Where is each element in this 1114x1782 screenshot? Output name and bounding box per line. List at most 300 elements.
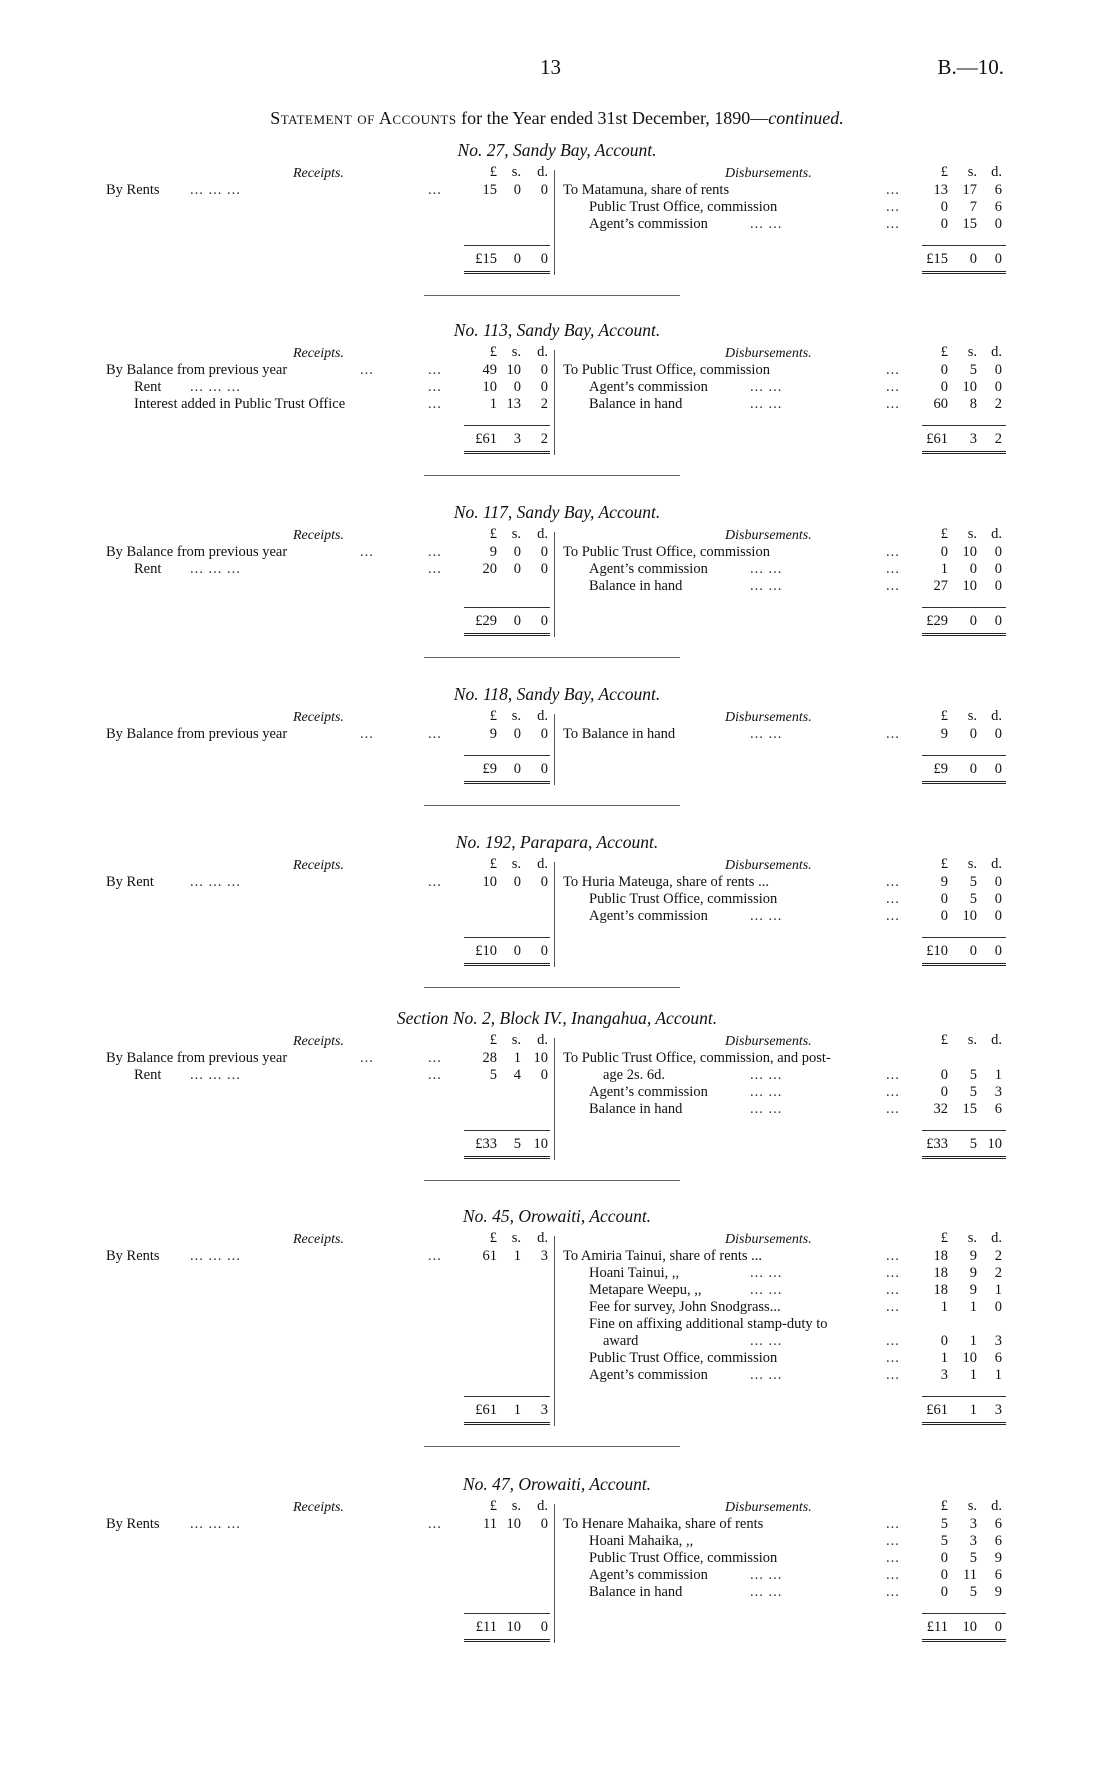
account-number: No. 117, <box>453 502 513 522</box>
disbursements-pound-head: £ <box>940 708 948 724</box>
disbursement-pence: 2 <box>994 396 1002 412</box>
column-divider <box>554 1038 555 1160</box>
disbursements-total-double-rule <box>922 451 1006 454</box>
leader-dots: ... ... <box>750 1101 783 1117</box>
disbursements-heading: Disbursements. <box>725 1500 812 1515</box>
report-reference: B.—10. <box>937 55 1004 79</box>
receipts-total-pounds: £33 <box>475 1136 497 1152</box>
disbursement-pounds: 32 <box>933 1101 948 1117</box>
disbursements-sum-rule <box>922 937 1006 938</box>
account-number: No. 118, <box>453 684 513 704</box>
disbursements-total-double-rule <box>922 963 1006 966</box>
leader-dots: ... <box>428 561 442 577</box>
receipts-shilling-head: s. <box>511 1230 521 1246</box>
account-number: No. 47, <box>462 1474 514 1494</box>
disbursement-label: Agent’s commission <box>589 1367 708 1383</box>
page-number: 13 <box>540 55 561 79</box>
leader-dots: ... ... <box>750 1265 783 1281</box>
leader-dots: ... <box>886 1516 900 1532</box>
disbursements-shilling-head: s. <box>967 164 977 180</box>
disbursements-pence-head: d. <box>991 1498 1002 1514</box>
receipts-shilling-head: s. <box>511 708 521 724</box>
receipt-label: By Balance from previous year <box>106 362 288 378</box>
disbursement-label: Agent’s commission <box>589 1084 708 1100</box>
receipt-shillings: 1 <box>513 1248 521 1264</box>
receipt-pence: 0 <box>540 1516 548 1532</box>
account-section <box>0 140 1114 340</box>
receipts-pence-head: d. <box>537 164 548 180</box>
receipt-shillings: 13 <box>506 396 521 412</box>
column-divider <box>554 862 555 967</box>
leader-dots: ... <box>886 379 900 395</box>
disbursement-pounds: 3 <box>940 1367 948 1383</box>
receipts-total-pence: 0 <box>540 943 548 959</box>
receipt-shillings: 0 <box>513 379 521 395</box>
disbursements-pence-head: d. <box>991 1032 1002 1048</box>
disbursement-shillings: 15 <box>962 1101 977 1117</box>
disbursements-sum-rule <box>922 1130 1006 1131</box>
disbursement-pence: 9 <box>994 1550 1002 1566</box>
disbursements-total-pence: 0 <box>994 251 1002 267</box>
disbursements-pound-head: £ <box>940 344 948 360</box>
leader-dots: ... ... <box>750 1282 783 1298</box>
leader-dots: ... <box>886 182 900 198</box>
disbursement-pence: 6 <box>994 1567 1002 1583</box>
disbursement-label: Metapare Weepu, ,, <box>589 1282 702 1298</box>
disbursement-pence: 0 <box>994 1299 1002 1315</box>
leader-dots: ... <box>886 362 900 378</box>
disbursement-shillings: 3 <box>969 1516 977 1532</box>
column-divider <box>554 350 555 455</box>
disbursement-shillings: 11 <box>963 1567 977 1583</box>
disbursement-pounds: 1 <box>940 1299 948 1315</box>
receipt-pence: 0 <box>540 561 548 577</box>
disbursement-pence: 1 <box>994 1067 1002 1083</box>
leader-dots: ... <box>428 396 442 412</box>
section-separator <box>424 657 680 658</box>
disbursement-pence: 0 <box>994 379 1002 395</box>
disbursement-pounds: 18 <box>933 1248 948 1264</box>
receipt-label: By Rents <box>106 182 160 198</box>
leader-dots: ... <box>360 726 374 742</box>
disbursement-pounds: 18 <box>933 1282 948 1298</box>
receipts-heading: Receipts. <box>293 858 344 873</box>
receipt-pounds: 28 <box>482 1050 497 1066</box>
disbursements-shilling-head: s. <box>967 1230 977 1246</box>
disbursement-pounds: 0 <box>940 891 948 907</box>
disbursement-pounds: 1 <box>940 1350 948 1366</box>
receipts-total-pounds: £61 <box>475 431 497 447</box>
disbursement-label: Public Trust Office, commission <box>589 199 778 215</box>
disbursement-label: To Public Trust Office, commission <box>563 544 770 560</box>
leader-dots: ... ... ... <box>190 1248 241 1264</box>
receipt-label: Rent <box>134 1067 162 1083</box>
receipts-total-pence: 0 <box>540 251 548 267</box>
receipt-label: By Balance from previous year <box>106 544 288 560</box>
disbursement-pounds: 0 <box>940 908 948 924</box>
leader-dots: ... <box>886 1550 900 1566</box>
receipts-total-pence: 2 <box>540 431 548 447</box>
disbursement-pounds: 9 <box>940 874 948 890</box>
disbursements-heading: Disbursements. <box>725 1232 812 1247</box>
disbursement-shillings: 15 <box>962 216 977 232</box>
leader-dots: ... ... <box>750 578 783 594</box>
receipts-shilling-head: s. <box>511 1498 521 1514</box>
disbursement-pence: 3 <box>994 1333 1002 1349</box>
disbursement-pounds: 0 <box>940 216 948 232</box>
account-title <box>0 1008 1114 1029</box>
account-place: Sandy Bay, Account. <box>512 502 661 522</box>
disbursement-label: Balance in hand <box>589 396 683 412</box>
disbursements-pound-head: £ <box>940 1230 948 1246</box>
receipts-shilling-head: s. <box>511 164 521 180</box>
receipts-pence-head: d. <box>537 1498 548 1514</box>
section-separator <box>424 295 680 296</box>
receipt-pence: 2 <box>540 396 548 412</box>
receipts-total-pence: 10 <box>533 1136 548 1152</box>
receipts-total-pence: 3 <box>540 1402 548 1418</box>
receipts-heading: Receipts. <box>293 1034 344 1049</box>
disbursement-pounds: 0 <box>940 1550 948 1566</box>
disbursement-pence: 0 <box>994 216 1002 232</box>
disbursement-shillings: 5 <box>969 891 977 907</box>
receipts-total-double-rule <box>464 633 550 636</box>
disbursement-pounds: 18 <box>933 1265 948 1281</box>
disbursements-total-pence: 0 <box>994 943 1002 959</box>
leader-dots: ... <box>886 216 900 232</box>
receipts-sum-rule <box>464 425 550 426</box>
account-title <box>0 684 1114 705</box>
receipts-pence-head: d. <box>537 856 548 872</box>
receipt-pounds: 5 <box>489 1067 497 1083</box>
leader-dots: ... ... <box>750 908 783 924</box>
receipts-total-double-rule <box>464 1639 550 1642</box>
receipt-pounds: 49 <box>482 362 497 378</box>
leader-dots: ... <box>886 1282 900 1298</box>
account-section <box>0 1008 1114 1208</box>
section-separator <box>424 805 680 806</box>
disbursements-pence-head: d. <box>991 1230 1002 1246</box>
disbursements-pound-head: £ <box>940 164 948 180</box>
leader-dots: ... ... ... <box>190 379 241 395</box>
disbursements-total-pence: 0 <box>994 1619 1002 1635</box>
leader-dots: ... ... <box>750 1367 783 1383</box>
receipts-sum-rule <box>464 1613 550 1614</box>
leader-dots: ... <box>886 1533 900 1549</box>
section-separator <box>424 987 680 988</box>
receipts-pound-head: £ <box>489 1498 497 1514</box>
disbursement-label: Agent’s commission <box>589 216 708 232</box>
disbursement-pounds: 0 <box>940 379 948 395</box>
disbursement-label: Agent’s commission <box>589 379 708 395</box>
disbursements-total-double-rule <box>922 781 1006 784</box>
leader-dots: ... <box>886 1350 900 1366</box>
disbursements-total-pence: 0 <box>994 613 1002 629</box>
disbursements-shilling-head: s. <box>967 526 977 542</box>
receipt-pounds: 10 <box>482 379 497 395</box>
disbursement-pence: 3 <box>994 1084 1002 1100</box>
disbursements-total-pounds: £15 <box>926 251 948 267</box>
leader-dots: ... <box>886 1299 900 1315</box>
receipts-sum-rule <box>464 1396 550 1397</box>
statement-title-main: for the Year ended 31st December, 1890— <box>456 108 769 128</box>
account-place: Block IV., Inangahua, Account. <box>495 1008 718 1028</box>
disbursements-total-pence: 10 <box>987 1136 1002 1152</box>
receipt-pounds: 9 <box>489 544 497 560</box>
receipts-total-double-rule <box>464 451 550 454</box>
disbursement-shillings: 3 <box>969 1533 977 1549</box>
leader-dots: ... ... ... <box>190 182 241 198</box>
disbursement-pounds: 27 <box>933 578 948 594</box>
disbursement-shillings: 10 <box>962 908 977 924</box>
receipts-pound-head: £ <box>489 1032 497 1048</box>
disbursement-pence: 6 <box>994 199 1002 215</box>
receipts-heading: Receipts. <box>293 1232 344 1247</box>
disbursement-shillings: 5 <box>969 1584 977 1600</box>
disbursement-label: Balance in hand <box>589 1101 683 1117</box>
receipt-pounds: 11 <box>483 1516 497 1532</box>
leader-dots: ... <box>886 1101 900 1117</box>
receipts-total-pounds: £61 <box>475 1402 497 1418</box>
disbursements-shilling-head: s. <box>967 708 977 724</box>
receipts-sum-rule <box>464 937 550 938</box>
disbursement-shillings: 10 <box>962 544 977 560</box>
receipts-pound-head: £ <box>489 344 497 360</box>
leader-dots: ... ... ... <box>190 874 241 890</box>
disbursement-pence: 6 <box>994 1533 1002 1549</box>
receipts-heading: Receipts. <box>293 166 344 181</box>
leader-dots: ... <box>886 908 900 924</box>
leader-dots: ... <box>428 1516 442 1532</box>
receipts-pence-head: d. <box>537 526 548 542</box>
receipts-total-double-rule <box>464 1156 550 1159</box>
receipts-total-double-rule <box>464 1422 550 1425</box>
disbursement-label: To Balance in hand <box>563 726 676 742</box>
leader-dots: ... ... ... <box>190 561 241 577</box>
receipts-total-double-rule <box>464 781 550 784</box>
disbursement-shillings: 10 <box>962 379 977 395</box>
leader-dots: ... <box>886 561 900 577</box>
disbursements-total-shillings: 3 <box>969 431 977 447</box>
disbursements-total-double-rule <box>922 271 1006 274</box>
disbursements-pound-head: £ <box>940 856 948 872</box>
disbursement-pounds: 60 <box>933 396 948 412</box>
receipts-pound-head: £ <box>489 856 497 872</box>
account-place: Sandy Bay, Account. <box>512 320 661 340</box>
disbursement-label: To Public Trust Office, commission, and post- <box>563 1050 831 1066</box>
leader-dots: ... ... <box>750 379 783 395</box>
disbursement-pounds: 0 <box>940 1084 948 1100</box>
disbursement-label: Hoani Mahaika, ,, <box>589 1533 694 1549</box>
receipt-pence: 0 <box>540 726 548 742</box>
receipts-heading: Receipts. <box>293 1500 344 1515</box>
disbursements-total-pounds: £33 <box>926 1136 948 1152</box>
receipts-total-double-rule <box>464 963 550 966</box>
leader-dots: ... <box>886 1333 900 1349</box>
disbursements-total-pounds: £29 <box>926 613 948 629</box>
leader-dots: ... <box>886 199 900 215</box>
receipt-pounds: 9 <box>489 726 497 742</box>
disbursement-pence: 9 <box>994 1584 1002 1600</box>
receipts-shilling-head: s. <box>511 1032 521 1048</box>
disbursement-shillings: 0 <box>969 561 977 577</box>
disbursement-label: To Henare Mahaika, share of rents <box>563 1516 764 1532</box>
disbursements-pence-head: d. <box>991 856 1002 872</box>
disbursements-total-pounds: £11 <box>926 1619 948 1635</box>
account-number: No. 45, <box>462 1206 514 1226</box>
receipt-shillings: 0 <box>513 726 521 742</box>
receipts-heading: Receipts. <box>293 710 344 725</box>
disbursement-label: Fine on affixing additional stamp-duty to <box>589 1316 828 1332</box>
account-section <box>0 320 1114 520</box>
disbursement-pounds: 0 <box>940 1333 948 1349</box>
receipt-label: By Balance from previous year <box>106 1050 288 1066</box>
disbursement-shillings: 10 <box>962 1350 977 1366</box>
account-section <box>0 1206 1114 1418</box>
receipt-pounds: 61 <box>482 1248 497 1264</box>
disbursements-total-pence: 0 <box>994 761 1002 777</box>
leader-dots: ... <box>886 1084 900 1100</box>
disbursement-shillings: 5 <box>969 1067 977 1083</box>
disbursement-pounds: 0 <box>940 1584 948 1600</box>
receipts-total-shillings: 0 <box>513 251 521 267</box>
receipts-shilling-head: s. <box>511 344 521 360</box>
disbursement-pounds: 13 <box>933 182 948 198</box>
leader-dots: ... <box>360 362 374 378</box>
receipts-total-shillings: 10 <box>506 1619 521 1635</box>
receipt-shillings: 0 <box>513 182 521 198</box>
disbursements-total-shillings: 0 <box>969 943 977 959</box>
disbursement-label: To Huria Mateuga, share of rents ... <box>563 874 769 890</box>
disbursements-heading: Disbursements. <box>725 346 812 361</box>
disbursements-total-pounds: £61 <box>926 1402 948 1418</box>
receipts-total-shillings: 3 <box>513 431 521 447</box>
account-number: No. 192, <box>455 832 516 852</box>
column-divider <box>554 1504 555 1643</box>
receipts-pence-head: d. <box>537 1032 548 1048</box>
disbursement-pounds: 1 <box>940 561 948 577</box>
disbursements-total-pounds: £61 <box>926 431 948 447</box>
leader-dots: ... <box>428 1067 442 1083</box>
disbursement-shillings: 1 <box>969 1367 977 1383</box>
disbursement-shillings: 0 <box>969 726 977 742</box>
disbursements-sum-rule <box>922 1396 1006 1397</box>
leader-dots: ... <box>886 1584 900 1600</box>
leader-dots: ... <box>428 1248 442 1264</box>
receipts-sum-rule <box>464 1130 550 1131</box>
receipt-label: By Rents <box>106 1516 160 1532</box>
statement-title-prefix: Statement of Accounts <box>270 108 457 128</box>
section-separator <box>424 1180 680 1181</box>
disbursement-label: Balance in hand <box>589 1584 683 1600</box>
leader-dots: ... ... <box>750 561 783 577</box>
receipts-total-shillings: 0 <box>513 613 521 629</box>
disbursements-total-shillings: 10 <box>962 1619 977 1635</box>
disbursements-sum-rule <box>922 607 1006 608</box>
disbursements-sum-rule <box>922 755 1006 756</box>
disbursement-label: Agent’s commission <box>589 1567 708 1583</box>
account-title <box>0 320 1114 341</box>
statement-title-suffix: continued. <box>768 108 844 128</box>
disbursement-shillings: 9 <box>969 1265 977 1281</box>
account-title <box>0 832 1114 853</box>
leader-dots: ... ... <box>750 216 783 232</box>
account-number: No. 113, <box>453 320 513 340</box>
account-title <box>0 1206 1114 1227</box>
disbursement-pence: 0 <box>994 544 1002 560</box>
column-divider <box>554 714 555 785</box>
receipts-sum-rule <box>464 755 550 756</box>
disbursements-pence-head: d. <box>991 344 1002 360</box>
receipts-pound-head: £ <box>489 164 497 180</box>
disbursement-pounds: 5 <box>940 1516 948 1532</box>
account-place: Orowaiti, Account. <box>513 1474 652 1494</box>
account-place: Sandy Bay, Account. <box>508 140 657 160</box>
disbursements-total-pence: 2 <box>994 431 1002 447</box>
disbursements-heading: Disbursements. <box>725 528 812 543</box>
disbursement-label: Public Trust Office, commission <box>589 1550 778 1566</box>
section-separator <box>424 475 680 476</box>
receipt-shillings: 10 <box>506 1516 521 1532</box>
account-number: No. 2, <box>452 1008 496 1028</box>
receipts-total-shillings: 1 <box>513 1402 521 1418</box>
disbursement-pence: 0 <box>994 362 1002 378</box>
disbursement-pounds: 0 <box>940 199 948 215</box>
disbursements-heading: Disbursements. <box>725 858 812 873</box>
column-divider <box>554 1236 555 1426</box>
leader-dots: ... ... <box>750 1584 783 1600</box>
receipt-shillings: 4 <box>513 1067 521 1083</box>
account-title-prefix: Section <box>396 1008 453 1028</box>
disbursement-pence: 0 <box>994 561 1002 577</box>
leader-dots: ... <box>886 578 900 594</box>
disbursements-total-shillings: 5 <box>969 1136 977 1152</box>
disbursement-shillings: 7 <box>969 199 977 215</box>
account-section <box>0 502 1114 702</box>
receipts-sum-rule <box>464 607 550 608</box>
account-place: Parapara, Account. <box>515 832 659 852</box>
leader-dots: ... <box>428 726 442 742</box>
account-place: Sandy Bay, Account. <box>512 684 661 704</box>
leader-dots: ... <box>886 1367 900 1383</box>
disbursement-label: To Matamuna, share of rents <box>563 182 730 198</box>
receipt-pounds: 20 <box>482 561 497 577</box>
disbursements-total-double-rule <box>922 1156 1006 1159</box>
disbursement-pence: 6 <box>994 182 1002 198</box>
leader-dots: ... ... <box>750 726 783 742</box>
receipt-shillings: 1 <box>513 1050 521 1066</box>
receipts-total-pounds: £15 <box>475 251 497 267</box>
receipt-label: Interest added in Public Trust Office <box>134 396 346 412</box>
receipts-total-pounds: £11 <box>475 1619 497 1635</box>
disbursement-label: Agent’s commission <box>589 908 708 924</box>
disbursement-pence: 1 <box>994 1282 1002 1298</box>
disbursement-shillings: 8 <box>969 396 977 412</box>
disbursements-sum-rule <box>922 245 1006 246</box>
disbursements-total-pounds: £9 <box>933 761 948 777</box>
receipt-shillings: 0 <box>513 561 521 577</box>
account-title <box>0 502 1114 523</box>
leader-dots: ... <box>886 726 900 742</box>
disbursements-total-double-rule <box>922 1422 1006 1425</box>
disbursement-pence: 0 <box>994 891 1002 907</box>
statement-title <box>0 108 1114 129</box>
receipt-pence: 0 <box>540 362 548 378</box>
leader-dots: ... <box>886 1248 900 1264</box>
receipts-pound-head: £ <box>489 708 497 724</box>
account-place: Orowaiti, Account. <box>513 1206 652 1226</box>
disbursement-shillings: 17 <box>962 182 977 198</box>
